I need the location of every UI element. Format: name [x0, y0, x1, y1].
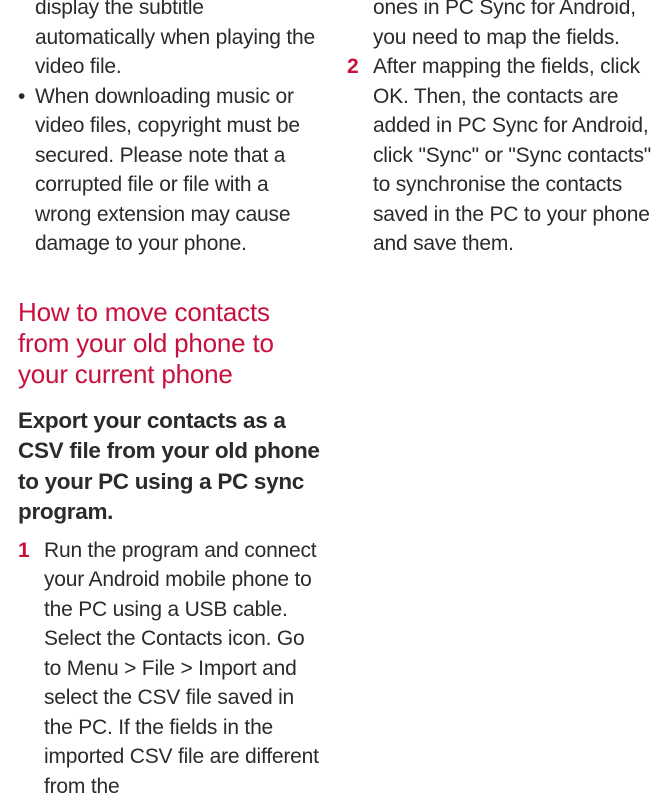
intro-paragraph: display the subtitle automatically when playing the video file. — [18, 0, 323, 82]
continued-paragraph: ones in PC Sync for Android, you need to map the fields. — [347, 0, 652, 52]
right-column — [347, 0, 652, 259]
bullet-item — [18, 82, 323, 259]
left-column — [18, 0, 323, 801]
bullet-dot-icon: • — [18, 82, 35, 259]
bullet-text: When downloading music or video files, copyright must be secured. Please note that a corrupted file or file with a wrong extension may cause damage to your phone. — [35, 82, 323, 259]
step-item — [18, 536, 323, 801]
step-text: After mapping the fields, click OK. Then, the contacts are added in PC Sync for Android, click "Sync" or "Sync contacts" to synchronise the contacts saved in the PC to your phone and save them. — [373, 52, 652, 259]
step-item — [347, 52, 652, 259]
step-number: 2 — [347, 52, 373, 259]
step-number: 1 — [18, 536, 44, 801]
step-text: Run the program and connect your Android mobile phone to the PC using a USB cable. Select the Contacts icon. Go to Menu > File > Import and select the CSV file saved in the PC. If the fields in the imported CSV file are different from the — [44, 536, 323, 801]
subheading: Export your contacts as a CSV file from your old phone to your PC using a PC sync program. — [18, 406, 323, 528]
section-heading: How to move contacts from your old phone to your current phone — [18, 297, 323, 390]
